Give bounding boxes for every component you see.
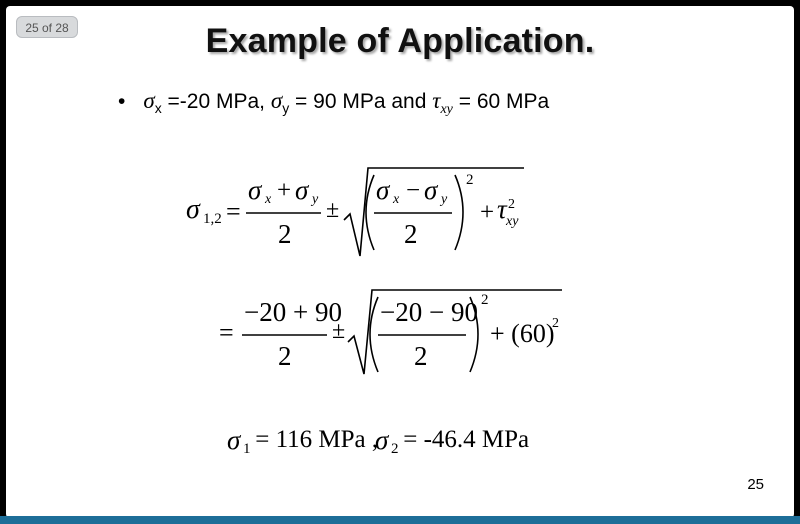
sigma2-symbol: σ (375, 425, 389, 455)
eq2-rest-exp: 2 (552, 316, 559, 331)
sigma-y-sub: y (282, 100, 290, 116)
num-sigma-x: σ (248, 175, 262, 205)
tau-sub: xy (440, 102, 453, 117)
eq2-exp: 2 (481, 292, 489, 308)
eq2-pm: ± (332, 318, 346, 344)
in-sigma-x-sub: x (393, 192, 400, 207)
num-plus: + (277, 177, 292, 204)
eq2-rest: + (60) (490, 319, 555, 348)
eq1-plus2: + (480, 199, 495, 226)
tau-value: = 60 MPa (452, 90, 550, 113)
in-sigma-y: σ (424, 175, 438, 205)
eq1-pm: ± (326, 197, 340, 223)
in-minus: − (406, 177, 421, 204)
sigma-x-sub: x (154, 100, 162, 116)
sigma-12-sub: 1,2 (203, 211, 222, 227)
eq2-in-den: 2 (414, 341, 428, 371)
eq1-equals: = (226, 197, 241, 226)
in-exp: 2 (466, 172, 474, 188)
sigma2-sub: 2 (391, 441, 399, 457)
in-den: 2 (404, 219, 418, 249)
slide-title: Example of Application. (205, 22, 595, 60)
in-sigma-y-sub: y (441, 192, 448, 207)
sigma-y-value: = 90 MPa and (289, 90, 433, 113)
sigma1-value: = 116 MPa , (249, 426, 379, 453)
sigma-x-value: =-20 MPa, (161, 90, 266, 113)
tau-symbol: τ (432, 88, 441, 113)
sigma-12-symbol: σ (186, 194, 200, 225)
num-sigma-y-sub: y (312, 192, 319, 207)
bullet-dot: • (118, 90, 126, 113)
eq1-den: 2 (278, 219, 292, 249)
eq2-numerator: −20 + 90 (244, 297, 342, 327)
slide-counter: 25 of 28 (16, 16, 78, 38)
footer-bar (0, 516, 800, 524)
tau-xy: τ (497, 194, 507, 224)
num-sigma-y: σ (295, 175, 309, 205)
eq2-equals: = (219, 318, 234, 347)
in-sigma-x: σ (376, 175, 390, 205)
tau-xy-sub: xy (506, 214, 519, 229)
sigma1-sub: 1 (243, 441, 251, 457)
tau-exp: 2 (508, 197, 515, 212)
eq2-den: 2 (278, 341, 292, 371)
page-number: 25 (747, 476, 764, 493)
eq2-in-numerator: −20 − 90 (380, 297, 478, 327)
sigma1-symbol: σ (227, 425, 241, 455)
sigma-x-symbol: σ (143, 88, 155, 113)
sigma2-value: = -46.4 MPa (397, 426, 530, 453)
sigma-y-symbol: σ (270, 88, 283, 113)
num-sigma-x-sub: x (265, 192, 272, 207)
